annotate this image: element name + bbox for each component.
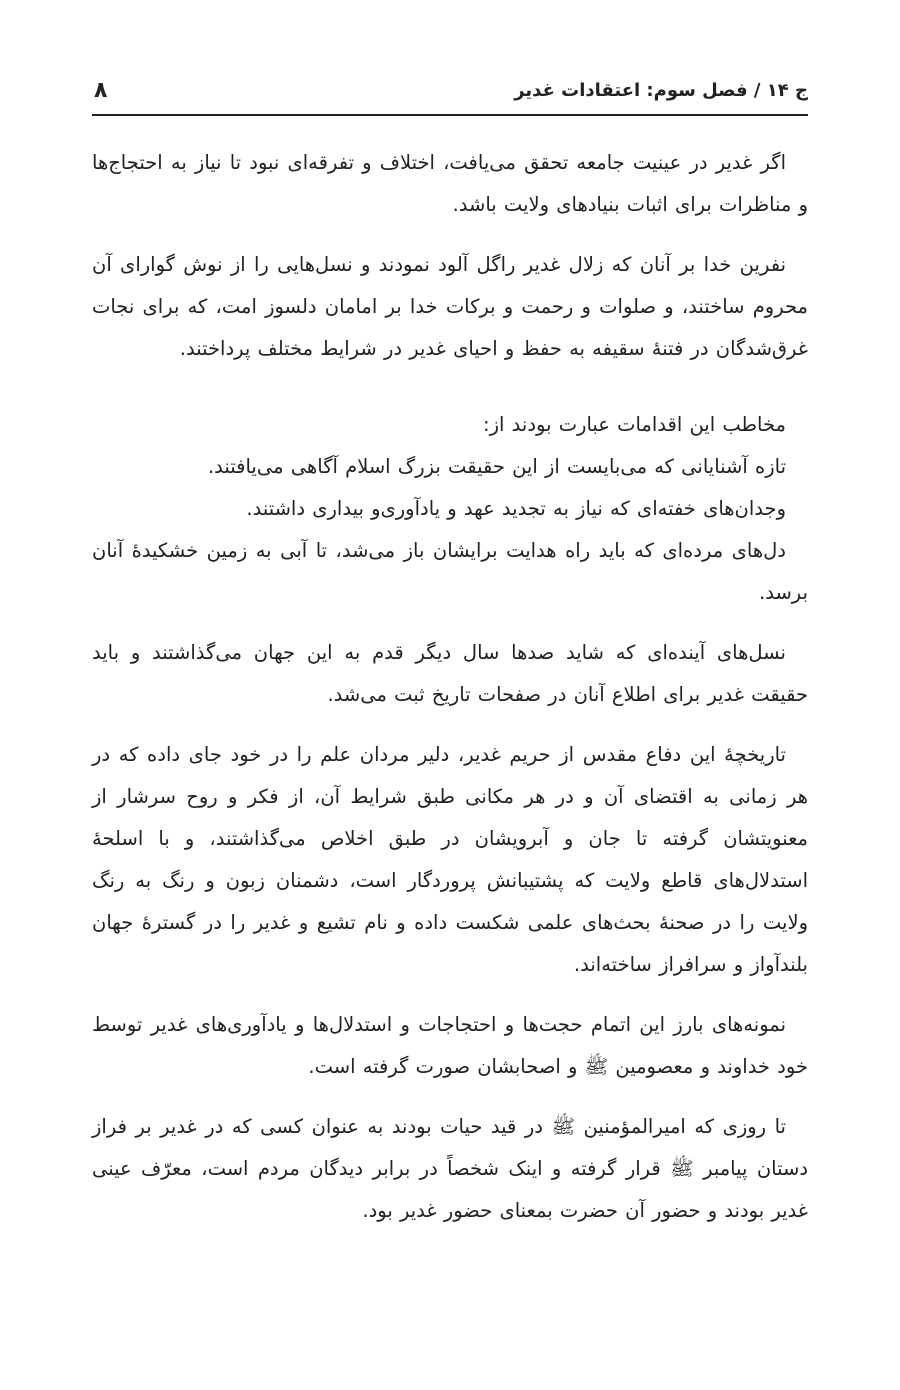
page-number: ۸ [94, 77, 108, 103]
paragraph: نمونه‌های بارز این اتمام حجت‌ها و احتجاجات و استدلال‌ها و یادآوری‌های غدیر توسط خود خداوند و معصومین ﷺ و اصحابشان صورت گرفته است. [92, 1013, 808, 1078]
book-page [92, 0, 808, 1390]
list-intro: مخاطب این اقدامات عبارت بودند از: [483, 413, 786, 436]
list-item: دل‌های مرده‌ای که باید راه هدایت برایشان باز می‌شد، تا آبی به زمین خشکیدهٔ آنان برسد. [92, 539, 808, 604]
paragraph: اگر غدیر در عینیت جامعه تحقق می‌یافت، اختلاف و تفرقه‌ای نبود تا نیاز به احتجاج‌ها و مناظرات برای اثبات بنیادهای ولایت باشد. [92, 151, 808, 216]
paragraph: نفرین خدا بر آنان که زلال غدیر راگل آلود نمودند و نسل‌هایی را از نوش گوارای آن محروم ساختند، و صلوات و رحمت و برکات خدا بر امامان دلسوز امت، که برای نجات غرق‌شدگان در فتنهٔ سقیفه به حفظ و احیای غدیر در شرایط مختلف پرداختند. [92, 253, 808, 360]
list-item: وجدان‌های خفته‌ای که نیاز به تجدید عهد و یادآوری‌و بیداری داشتند. [246, 497, 786, 520]
running-header [92, 72, 808, 116]
list-item: تازه آشنایانی که می‌بایست از این حقیقت بزرگ اسلام آگاهی می‌یافتند. [207, 455, 786, 478]
page-body [92, 142, 808, 1250]
paragraph: نسل‌های آینده‌ای که شاید صدها سال دیگر قدم به این جهان می‌گذاشتند و باید حقیقت غدیر برای اطلاع آنان در صفحات تاریخ ثبت می‌شد. [92, 641, 808, 706]
paragraph: تاریخچهٔ این دفاع مقدس از حریم غدیر، دلیر مردان علم را در خود جای داده که در هر زمانی به اقتضای آن و در هر مکانی طبق شرایط آن، از فکر و روح سرشار از معنویتشان گرفته تا جان و آبرویشان در طبق اخلاص می‌گذاشتند، و با اسلحهٔ استدلال‌های قاطع ولایت که پشتیبانش پروردگار است، دشمنان زبون و رنگ به رنگ ولایت را در صحنهٔ بحث‌های علمی شکست داده و نام تشیع و غدیر را در گسترهٔ جهان بلندآواز و سرافراز ساخته‌اند. [92, 743, 808, 976]
running-title: ج ۱۴ / فصل سوم: اعتقادات غدیر [514, 79, 808, 101]
paragraph: تا روزی که امیرالمؤمنین ﷺ در قید حیات بودند به عنوان کسی که در غدیر بر فراز دستان پیامبر ﷺ قرار گرفته و اینک شخصاً در برابر دیدگان مردم است، معرّف عینی غدیر بودند و حضور آن حضرت بمعنای حضور غدیر بود. [92, 1115, 808, 1222]
